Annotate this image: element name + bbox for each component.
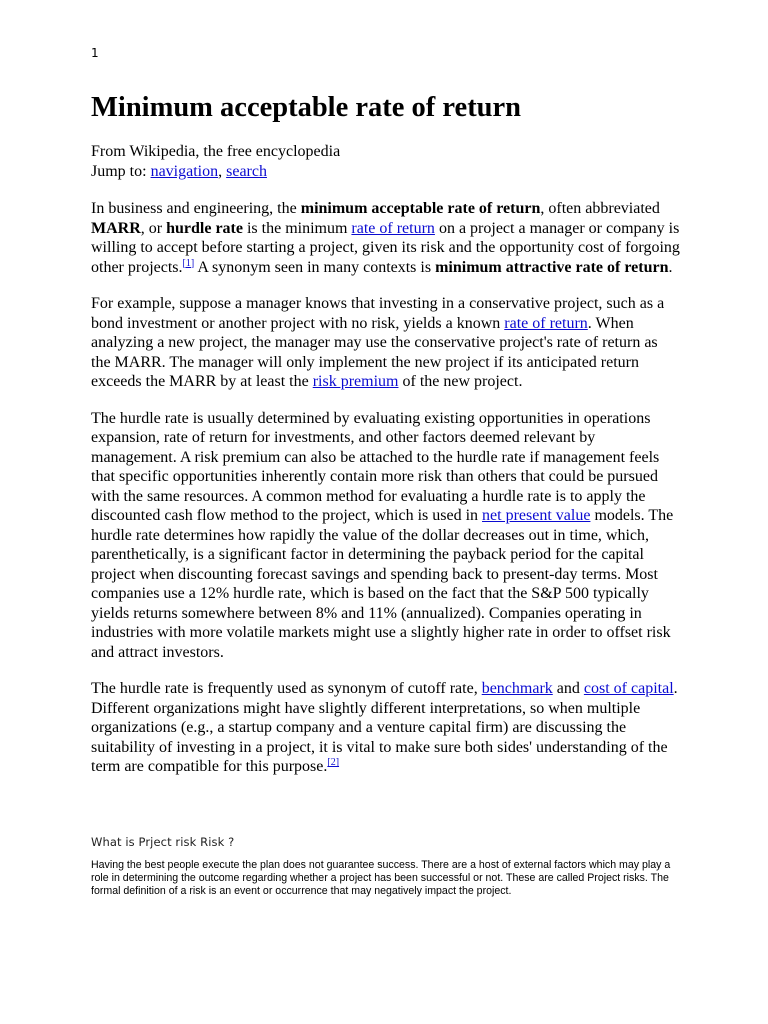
p3-text-1: The hurdle rate is usually determined by evaluating existing opportunities in operations expansion, rate of return for investments, and other factors deemed relevant by management. A risk premium can also be attached to the hurdle rate if management feels that specific opportunities inherently contain more risk than others that could be pursued with the same resources. A common method for evaluating a hurdle rate is to apply the discounted cash flow method to the project, which is used in [91, 409, 660, 524]
p4-text-3: . Different organizations might have slightly different interpretations, so when multiple organizations (e.g., a startup company and a venture capital firm) are discussing the suitability of investing in a project, it is vital to make sure both sides' understanding of the term are compatible for this purpose. [91, 680, 678, 775]
article-body [91, 142, 681, 794]
page-title: Minimum acceptable rate of return [91, 92, 522, 123]
p3-text-2: models. The hurdle rate determines how rapidly the value of the dollar decreases out in time, which, parenthetically, is a significant factor in determining the payback period for the capital project when discounting forecast savings and spending back to present-day terms. Most companies use a 12% hurdle rate, which is based on the fact that the S&P 500 typically yields returns somewhere between 8% and 11% (annualized). Companies operating in industries with more volatile markets might use a slightly higher rate in order to offset risk and attract investors. [91, 507, 674, 661]
p2-text-2: . When analyzing a new project, the manager may use the conservative project's rate of return as the MARR. The manager will only implement the new project if its anticipated return exceeds the MARR by at least the [91, 314, 658, 390]
p1-text-4: is the minimum [242, 219, 352, 237]
risk-section-heading: What is Prject risk Risk ? [91, 835, 235, 849]
jump-prefix: Jump to: [91, 162, 151, 180]
p1-text-6: A synonym seen in many contexts is [194, 258, 436, 276]
tagline-text: From Wikipedia, the free encyclopedia [91, 143, 341, 160]
paragraph-hurdle-rate [91, 409, 681, 663]
term-minimum-attractive: minimum attractive rate of return [435, 258, 669, 276]
p4-text-1: The hurdle rate is frequently used as synonym of cutoff rate, [91, 680, 482, 697]
link-cost-of-capital[interactable]: cost of capital [583, 680, 674, 697]
p1-text-7: . [668, 258, 673, 276]
article-tagline [91, 142, 681, 181]
reference-link-1[interactable]: [1] [182, 257, 195, 269]
link-rate-of-return-2[interactable]: rate of return [504, 314, 588, 332]
term-marr-abbr: MARR [91, 219, 141, 237]
p1-text-2: , often abbreviated [540, 200, 660, 217]
jump-navigation-link[interactable]: navigation [150, 162, 219, 180]
p2-text-1: For example, suppose a manager knows that investing in a conservative project, such as a bond investment or another project with no risk, yields a known [91, 295, 665, 332]
jump-search-link[interactable]: search [226, 162, 267, 180]
p4-text-2: and [552, 680, 584, 697]
reference-link-2[interactable]: [2] [327, 757, 340, 768]
jump-separator: , [218, 162, 227, 180]
term-hurdle-rate: hurdle rate [166, 219, 243, 237]
p1-text-1: In business and engineering, the [91, 200, 301, 217]
risk-section-paragraph: Having the best people execute the plan does not guarantee success. There are a host of external factors which may play a role in determining the outcome regarding whether a project has been successful or not. These are called Project risks. The formal definition of a risk is an event or occurrence that may negatively impact the project. [91, 859, 671, 897]
p2-text-3: of the new project. [398, 373, 523, 390]
link-benchmark[interactable]: benchmark [481, 680, 553, 697]
paragraph-synonyms [91, 679, 681, 777]
paragraph-example [91, 294, 681, 392]
paragraph-definition [91, 199, 681, 277]
page-number: 1 [91, 46, 99, 60]
link-rate-of-return[interactable]: rate of return [351, 219, 435, 237]
link-risk-premium[interactable]: risk premium [312, 373, 399, 390]
p1-text-5: on a project a manager or company is willing to accept before starting a project, given its risk and the opportunity cost of forgoing other projects. [91, 219, 680, 276]
p1-text-3: , or [140, 219, 167, 237]
link-net-present-value[interactable]: net present value [482, 507, 591, 524]
term-marr-full: minimum acceptable rate of return [300, 200, 541, 217]
